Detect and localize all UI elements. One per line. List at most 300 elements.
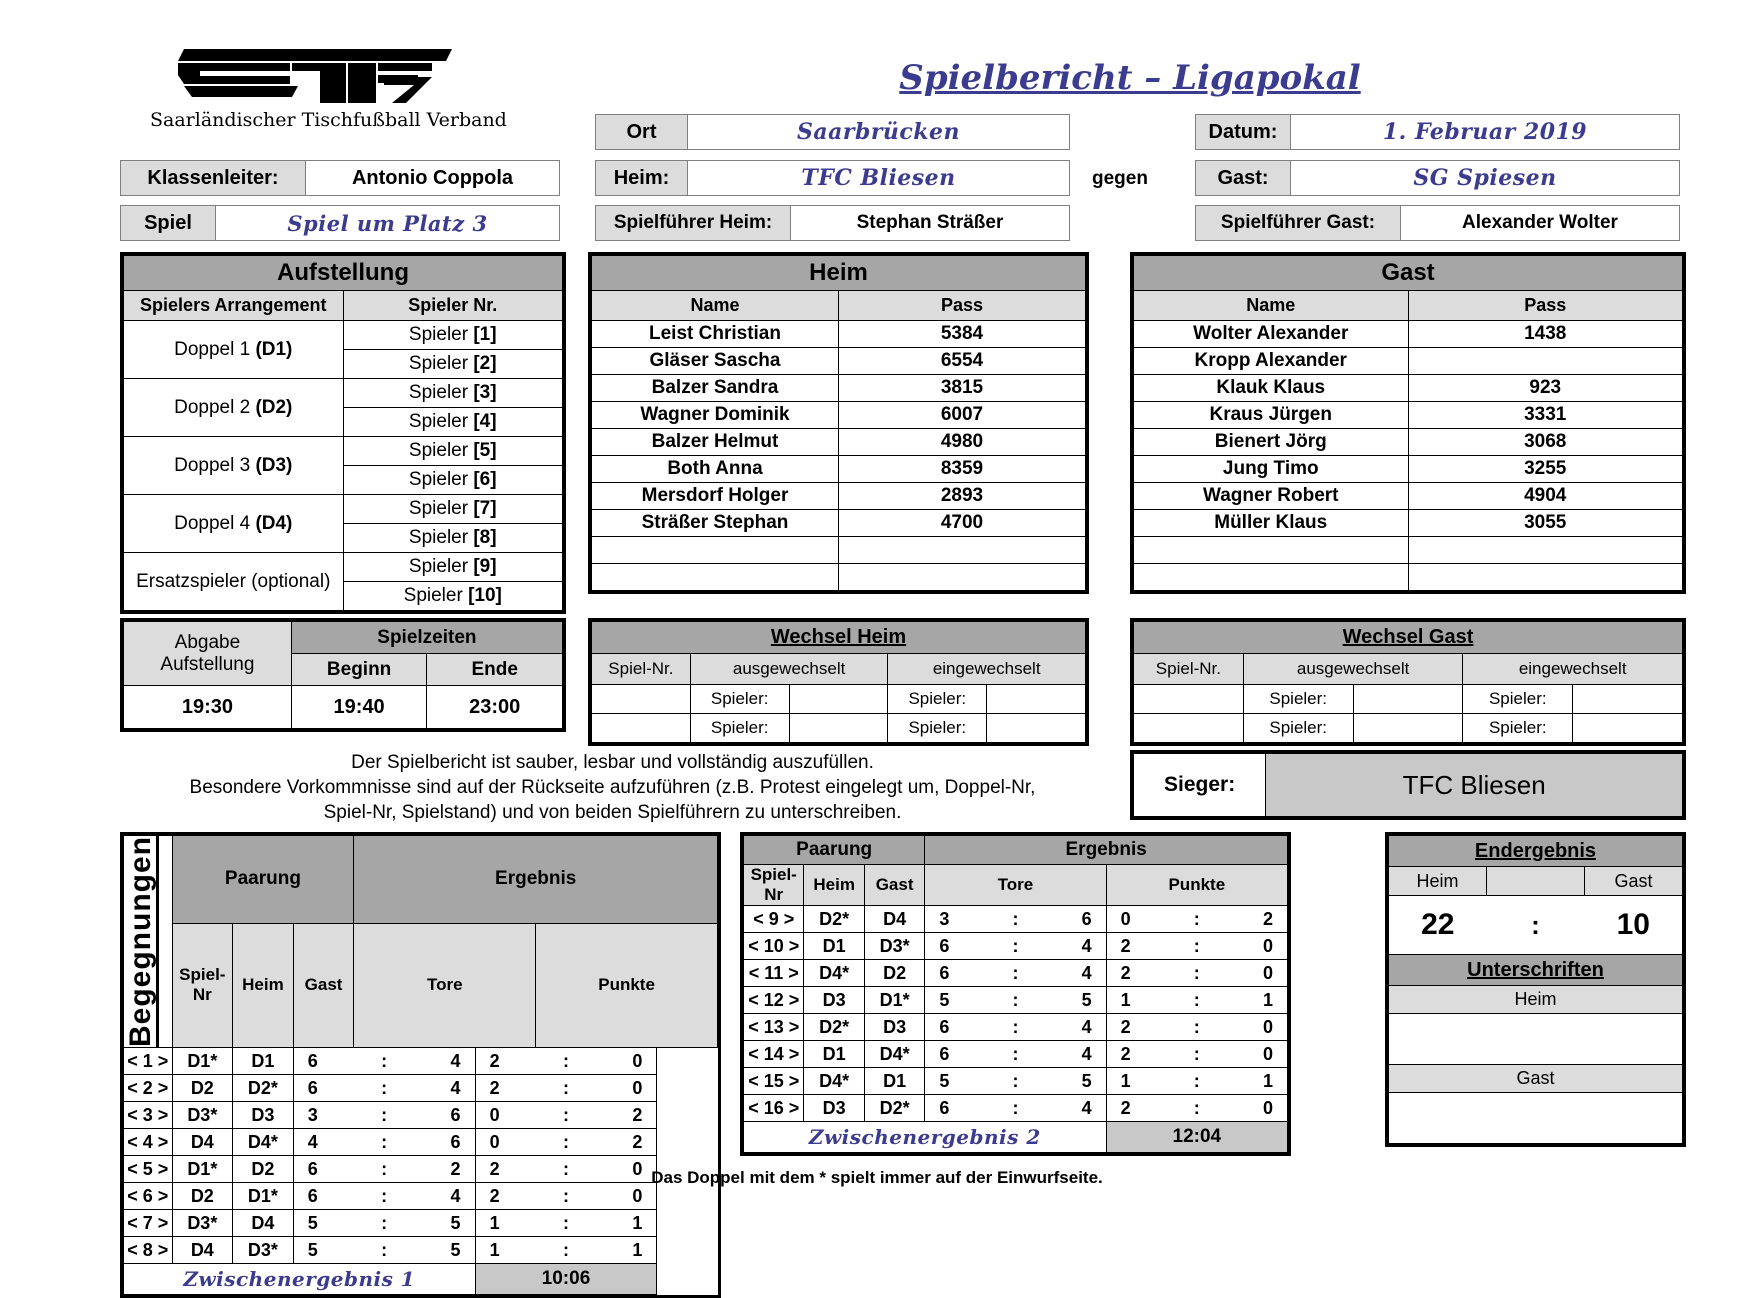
aufstellung-slot[interactable]: Spieler [9] bbox=[343, 553, 563, 582]
instructions-line-1: Der Spielbericht ist sauber, lesbar und vollständig auszufüllen. bbox=[351, 752, 874, 773]
roster-name[interactable]: Kraus Jürgen bbox=[1134, 402, 1409, 429]
roster-pass[interactable] bbox=[839, 537, 1086, 564]
roster-pass[interactable]: 2893 bbox=[839, 483, 1086, 510]
match-tore-gast[interactable]: 5 bbox=[1046, 1068, 1106, 1095]
heim-roster-section bbox=[588, 252, 1089, 594]
match-punkte-colon: : bbox=[1167, 1068, 1227, 1095]
match-gast-pair[interactable]: D2* bbox=[233, 1075, 294, 1102]
sieger-section bbox=[1130, 750, 1686, 820]
match-tore-heim[interactable]: 5 bbox=[925, 987, 985, 1014]
table-row bbox=[744, 1014, 1288, 1041]
match-tore-heim[interactable]: 6 bbox=[925, 1014, 985, 1041]
match-tore-gast[interactable]: 4 bbox=[414, 1048, 475, 1075]
gast-col-name: Name bbox=[1134, 291, 1409, 321]
match-tore-heim[interactable]: 4 bbox=[293, 1129, 354, 1156]
instructions-line-3: Spiel-Nr, Spielstand) und von beiden Spielführern zu unterschreiben. bbox=[323, 802, 902, 824]
roster-pass[interactable]: 8359 bbox=[839, 456, 1086, 483]
match-punkte-colon: : bbox=[1167, 1041, 1227, 1068]
match-punkte-gast[interactable]: 0 bbox=[1227, 933, 1288, 960]
gast-roster-section bbox=[1130, 252, 1686, 594]
roster-name[interactable] bbox=[592, 564, 839, 591]
roster-pass[interactable]: 3815 bbox=[839, 375, 1086, 402]
gegen-label: gegen bbox=[1092, 168, 1148, 189]
match-punkte-heim[interactable]: 0 bbox=[1106, 906, 1166, 933]
match-heim-pair[interactable]: D1* bbox=[172, 1048, 233, 1075]
aufstellung-section bbox=[120, 252, 566, 614]
match-punkte-gast[interactable]: 1 bbox=[1227, 987, 1288, 1014]
match-tore-heim[interactable]: 6 bbox=[293, 1048, 354, 1075]
match-spielnr: < 13 > bbox=[744, 1014, 804, 1041]
roster-name[interactable]: Jung Timo bbox=[1134, 456, 1409, 483]
spielfuehrer-heim-value[interactable]: Stephan Sträßer bbox=[856, 212, 1004, 233]
match-gast-pair[interactable]: D4 bbox=[864, 906, 924, 933]
match-heim-pair[interactable]: D3 bbox=[804, 1095, 864, 1122]
table-row bbox=[124, 1129, 718, 1156]
match-punkte-colon: : bbox=[1167, 933, 1227, 960]
match-punkte-heim[interactable]: 2 bbox=[475, 1183, 536, 1210]
spielzeiten-title: Spielzeiten bbox=[291, 622, 562, 654]
match-heim-pair[interactable]: D3* bbox=[172, 1102, 233, 1129]
field-spielfuehrer-gast bbox=[1195, 205, 1680, 241]
match-gast-pair[interactable]: D2* bbox=[864, 1095, 924, 1122]
match-tore-heim[interactable]: 6 bbox=[925, 960, 985, 987]
match-tore-heim[interactable]: 3 bbox=[293, 1102, 354, 1129]
match-punkte-gast[interactable]: 0 bbox=[596, 1183, 657, 1210]
match-tore-colon: : bbox=[985, 906, 1045, 933]
aufstellung-slot[interactable]: Spieler [7] bbox=[343, 495, 563, 524]
match-tore-gast[interactable]: 5 bbox=[414, 1210, 475, 1237]
match-punkte-gast[interactable]: 1 bbox=[596, 1237, 657, 1264]
match-punkte-colon: : bbox=[1167, 1095, 1227, 1122]
match-tore-colon: : bbox=[985, 960, 1045, 987]
match-punkte-heim[interactable]: 2 bbox=[1106, 1041, 1166, 1068]
spiel-value[interactable]: Spiel um Platz 3 bbox=[287, 210, 488, 236]
wg-col-ein: eingewechselt bbox=[1463, 654, 1683, 685]
unterschriften-title: Unterschriften bbox=[1389, 955, 1683, 986]
wechsel-ein-value[interactable] bbox=[1573, 685, 1683, 714]
wh-col-ein: eingewechselt bbox=[888, 654, 1086, 685]
zwischenergebnis-row bbox=[744, 1122, 1288, 1153]
roster-name[interactable]: Müller Klaus bbox=[1134, 510, 1409, 537]
roster-pass[interactable] bbox=[1408, 564, 1683, 591]
aufstellung-row bbox=[124, 437, 563, 466]
table-row bbox=[1134, 402, 1683, 429]
match-punkte-heim[interactable]: 1 bbox=[475, 1210, 536, 1237]
spielzeiten-section bbox=[120, 618, 566, 732]
match-gast-pair[interactable]: D4* bbox=[864, 1041, 924, 1068]
wechsel-aus-value[interactable] bbox=[789, 714, 888, 743]
wh-col-aus: ausgewechselt bbox=[690, 654, 888, 685]
field-klassenleiter bbox=[120, 160, 560, 196]
match-punkte-heim[interactable]: 2 bbox=[1106, 933, 1166, 960]
match-punkte-heim[interactable]: 1 bbox=[1106, 1068, 1166, 1095]
match-tore-heim[interactable]: 5 bbox=[925, 1068, 985, 1095]
sig-heim-label: Heim bbox=[1389, 986, 1683, 1014]
match-tore-gast[interactable]: 4 bbox=[414, 1183, 475, 1210]
roster-name[interactable]: Both Anna bbox=[592, 456, 839, 483]
b2-col-gast: Gast bbox=[864, 865, 924, 906]
field-spielfuehrer-heim bbox=[595, 205, 1070, 241]
match-heim-pair[interactable]: D1 bbox=[804, 933, 864, 960]
match-spielnr: < 3 > bbox=[124, 1102, 173, 1129]
match-heim-pair[interactable]: D2* bbox=[804, 1014, 864, 1041]
field-datum bbox=[1195, 114, 1680, 150]
match-tore-colon: : bbox=[354, 1183, 415, 1210]
roster-pass[interactable]: 3055 bbox=[1408, 510, 1683, 537]
spielfuehrer-heim-label: Spielführer Heim: bbox=[596, 206, 791, 240]
klassenleiter-value[interactable]: Antonio Coppola bbox=[351, 166, 514, 189]
aufstellung-slot[interactable]: Spieler [6] bbox=[343, 466, 563, 495]
klassenleiter-label: Klassenleiter: bbox=[121, 161, 306, 195]
roster-name[interactable]: Balzer Helmut bbox=[592, 429, 839, 456]
match-tore-colon: : bbox=[985, 1068, 1045, 1095]
match-punkte-gast[interactable]: 2 bbox=[596, 1102, 657, 1129]
match-heim-pair[interactable]: D4* bbox=[804, 960, 864, 987]
wechsel-heim-section bbox=[588, 618, 1089, 746]
table-row bbox=[744, 987, 1288, 1014]
wechsel-ein-value[interactable] bbox=[987, 714, 1086, 743]
aufstellung-slot[interactable]: Spieler [8] bbox=[343, 524, 563, 553]
match-punkte-gast[interactable]: 0 bbox=[1227, 960, 1288, 987]
roster-pass[interactable]: 5384 bbox=[839, 321, 1086, 348]
aufstellung-slot[interactable]: Spieler [10] bbox=[343, 582, 563, 611]
aufstellung-slot[interactable]: Spieler [2] bbox=[343, 350, 563, 379]
match-tore-gast[interactable]: 4 bbox=[1046, 1041, 1106, 1068]
match-heim-pair[interactable]: D2* bbox=[804, 906, 864, 933]
table-row bbox=[592, 375, 1086, 402]
match-tore-gast[interactable]: 4 bbox=[1046, 1095, 1106, 1122]
match-tore-gast[interactable]: 4 bbox=[1046, 960, 1106, 987]
match-tore-heim[interactable]: 6 bbox=[925, 1095, 985, 1122]
zwischenergebnis-label: Zwischenergebnis 1 bbox=[124, 1264, 476, 1295]
match-tore-gast[interactable]: 6 bbox=[414, 1102, 475, 1129]
sig-gast-field[interactable] bbox=[1389, 1093, 1683, 1144]
match-gast-pair[interactable]: D1* bbox=[864, 987, 924, 1014]
roster-pass[interactable]: 6554 bbox=[839, 348, 1086, 375]
match-tore-heim[interactable]: 3 bbox=[925, 906, 985, 933]
begegnungen-vertical-label-cell bbox=[124, 836, 173, 1048]
aufstellung-slot[interactable]: Spieler [3] bbox=[343, 379, 563, 408]
endergebnis-title: Endergebnis bbox=[1389, 836, 1683, 867]
match-punkte-heim[interactable]: 2 bbox=[1106, 1095, 1166, 1122]
match-tore-gast[interactable]: 4 bbox=[1046, 1014, 1106, 1041]
match-tore-gast[interactable]: 6 bbox=[1046, 906, 1106, 933]
roster-name[interactable] bbox=[592, 537, 839, 564]
roster-pass[interactable]: 3255 bbox=[1408, 456, 1683, 483]
b1-col-ergebnis: Ergebnis bbox=[354, 836, 718, 924]
stfv-logo-icon bbox=[170, 45, 460, 107]
match-heim-pair[interactable]: D4* bbox=[804, 1068, 864, 1095]
match-punkte-heim[interactable]: 2 bbox=[1106, 960, 1166, 987]
wechsel-ein-value[interactable] bbox=[987, 685, 1086, 714]
end-gast-score[interactable]: 10 bbox=[1585, 896, 1683, 955]
roster-pass[interactable]: 923 bbox=[1408, 375, 1683, 402]
b2-col-ergebnis: Ergebnis bbox=[925, 836, 1288, 865]
match-punkte-heim[interactable]: 2 bbox=[475, 1075, 536, 1102]
wechsel-aus-value[interactable] bbox=[1353, 685, 1463, 714]
roster-name[interactable]: Balzer Sandra bbox=[592, 375, 839, 402]
table-row bbox=[592, 510, 1086, 537]
match-punkte-colon: : bbox=[1167, 960, 1227, 987]
match-spielnr: < 11 > bbox=[744, 960, 804, 987]
match-gast-pair[interactable]: D3* bbox=[233, 1237, 294, 1264]
roster-name[interactable]: Wagner Robert bbox=[1134, 483, 1409, 510]
wechsel-gast-title: Wechsel Gast bbox=[1134, 622, 1683, 654]
wechsel-spielnr[interactable] bbox=[1134, 714, 1244, 743]
zwischenergebnis-value: 10:06 bbox=[475, 1264, 657, 1295]
match-spielnr: < 1 > bbox=[124, 1048, 173, 1075]
match-heim-pair[interactable]: D4 bbox=[172, 1237, 233, 1264]
end-heim-label: Heim bbox=[1389, 867, 1487, 896]
match-tore-heim[interactable]: 6 bbox=[925, 1041, 985, 1068]
table-row bbox=[1134, 564, 1683, 591]
end-heim-score[interactable]: 22 bbox=[1389, 896, 1487, 955]
roster-name[interactable]: Wolter Alexander bbox=[1134, 321, 1409, 348]
aufstellung-group-label: Doppel 2 (D2) bbox=[124, 379, 344, 437]
match-tore-gast[interactable]: 4 bbox=[1046, 933, 1106, 960]
b1-col-punkte: Punkte bbox=[536, 923, 718, 1047]
match-punkte-heim[interactable]: 0 bbox=[475, 1102, 536, 1129]
match-punkte-gast[interactable]: 0 bbox=[596, 1156, 657, 1183]
aufstellung-group-label: Ersatzspieler (optional) bbox=[124, 553, 344, 611]
table-row bbox=[744, 1041, 1288, 1068]
end-spacer bbox=[1487, 867, 1585, 896]
roster-pass[interactable]: 4980 bbox=[839, 429, 1086, 456]
heim-col-pass: Pass bbox=[839, 291, 1086, 321]
wg-col-aus: ausgewechselt bbox=[1243, 654, 1463, 685]
table-row bbox=[592, 483, 1086, 510]
roster-name[interactable]: Leist Christian bbox=[592, 321, 839, 348]
instructions-block bbox=[120, 750, 1105, 825]
match-spielnr: < 4 > bbox=[124, 1129, 173, 1156]
end-gast-label: Gast bbox=[1585, 867, 1683, 896]
match-punkte-gast[interactable]: 2 bbox=[1227, 906, 1288, 933]
match-heim-pair[interactable]: D3* bbox=[172, 1210, 233, 1237]
b1-col-gast: Gast bbox=[293, 923, 354, 1047]
b1-col-heim: Heim bbox=[233, 923, 294, 1047]
match-gast-pair[interactable]: D3 bbox=[233, 1102, 294, 1129]
table-row bbox=[744, 1068, 1288, 1095]
table-row bbox=[592, 564, 1086, 591]
match-punkte-gast[interactable]: 0 bbox=[596, 1075, 657, 1102]
roster-pass[interactable]: 1438 bbox=[1408, 321, 1683, 348]
gast-roster-title: Gast bbox=[1134, 256, 1683, 291]
field-heim bbox=[595, 160, 1070, 196]
match-gast-pair[interactable]: D3* bbox=[864, 933, 924, 960]
field-spiel bbox=[120, 205, 560, 241]
table-row bbox=[1134, 537, 1683, 564]
sieger-value[interactable]: TFC Bliesen bbox=[1266, 754, 1683, 817]
match-spielnr: < 10 > bbox=[744, 933, 804, 960]
match-spielnr: < 9 > bbox=[744, 906, 804, 933]
wechsel-spielnr[interactable] bbox=[592, 685, 691, 714]
match-tore-heim[interactable]: 6 bbox=[293, 1183, 354, 1210]
aufstellung-row bbox=[124, 495, 563, 524]
col-spieler-nr: Spieler Nr. bbox=[343, 291, 563, 321]
match-gast-pair[interactable]: D2 bbox=[864, 960, 924, 987]
spiel-label: Spiel bbox=[121, 206, 216, 240]
begegnungen-vertical-label: Begegnungen bbox=[124, 836, 157, 1047]
match-punkte-heim[interactable]: 1 bbox=[1106, 987, 1166, 1014]
beginn-value[interactable]: 19:40 bbox=[291, 686, 427, 729]
aufstellung-row bbox=[124, 553, 563, 582]
roster-pass[interactable]: 4904 bbox=[1408, 483, 1683, 510]
abgabe-value[interactable]: 19:30 bbox=[124, 686, 292, 729]
match-gast-pair[interactable]: D1 bbox=[864, 1068, 924, 1095]
match-tore-colon: : bbox=[985, 933, 1045, 960]
gast-value[interactable]: SG Spiesen bbox=[1413, 165, 1557, 191]
table-row bbox=[1134, 714, 1683, 743]
match-punkte-gast[interactable]: 2 bbox=[596, 1129, 657, 1156]
aufstellung-title: Aufstellung bbox=[124, 256, 563, 291]
match-punkte-heim[interactable]: 1 bbox=[475, 1237, 536, 1264]
roster-pass[interactable] bbox=[1408, 348, 1683, 375]
table-row bbox=[744, 1095, 1288, 1122]
match-punkte-gast[interactable]: 0 bbox=[596, 1048, 657, 1075]
b2-col-spielnr: Spiel-Nr bbox=[744, 865, 804, 906]
table-row bbox=[744, 906, 1288, 933]
aufstellung-group-label: Doppel 3 (D3) bbox=[124, 437, 344, 495]
match-punkte-colon: : bbox=[536, 1237, 597, 1264]
match-tore-gast[interactable]: 5 bbox=[414, 1237, 475, 1264]
ort-value[interactable]: Saarbrücken bbox=[796, 119, 961, 145]
roster-pass[interactable]: 3331 bbox=[1408, 402, 1683, 429]
roster-pass[interactable] bbox=[1408, 537, 1683, 564]
match-spielnr: < 12 > bbox=[744, 987, 804, 1014]
match-tore-heim[interactable]: 6 bbox=[293, 1075, 354, 1102]
match-punkte-colon: : bbox=[1167, 906, 1227, 933]
match-heim-pair[interactable]: D1* bbox=[172, 1156, 233, 1183]
wechsel-gast-section bbox=[1130, 618, 1686, 746]
match-tore-gast[interactable]: 6 bbox=[414, 1129, 475, 1156]
field-ort bbox=[595, 114, 1070, 150]
roster-name[interactable]: Wagner Dominik bbox=[592, 402, 839, 429]
aufstellung-slot[interactable]: Spieler [4] bbox=[343, 408, 563, 437]
federation-name: Saarländischer Tischfußball Verband bbox=[150, 109, 507, 131]
aufstellung-group-label: Doppel 1 (D1) bbox=[124, 321, 344, 379]
roster-name[interactable]: Klauk Klaus bbox=[1134, 375, 1409, 402]
wechsel-spielnr[interactable] bbox=[592, 714, 691, 743]
match-gast-pair[interactable]: D1* bbox=[233, 1183, 294, 1210]
match-heim-pair[interactable]: D2 bbox=[172, 1183, 233, 1210]
match-tore-heim[interactable]: 6 bbox=[925, 933, 985, 960]
table-row bbox=[1134, 685, 1683, 714]
wg-col-spielnr: Spiel-Nr. bbox=[1134, 654, 1244, 685]
wechsel-aus-value[interactable] bbox=[1353, 714, 1463, 743]
match-punkte-gast[interactable]: 0 bbox=[1227, 1014, 1288, 1041]
wechsel-ein-value[interactable] bbox=[1573, 714, 1683, 743]
match-gast-pair[interactable]: D4 bbox=[233, 1210, 294, 1237]
wechsel-aus-label: Spieler: bbox=[690, 714, 789, 743]
b2-col-punkte: Punkte bbox=[1106, 865, 1287, 906]
match-tore-colon: : bbox=[354, 1048, 415, 1075]
match-spielnr: < 5 > bbox=[124, 1156, 173, 1183]
table-row bbox=[124, 1075, 718, 1102]
match-punkte-colon: : bbox=[536, 1183, 597, 1210]
col-arrangement: Spielers Arrangement bbox=[124, 291, 344, 321]
roster-pass[interactable] bbox=[839, 564, 1086, 591]
match-heim-pair[interactable]: D4 bbox=[172, 1129, 233, 1156]
roster-name[interactable]: Mersdorf Holger bbox=[592, 483, 839, 510]
match-punkte-gast[interactable]: 0 bbox=[1227, 1095, 1288, 1122]
roster-name[interactable]: Kropp Alexander bbox=[1134, 348, 1409, 375]
match-punkte-colon: : bbox=[536, 1210, 597, 1237]
zwischenergebnis-label: Zwischenergebnis 2 bbox=[744, 1122, 1107, 1153]
roster-name[interactable]: Sträßer Stephan bbox=[592, 510, 839, 537]
match-tore-colon: : bbox=[985, 1041, 1045, 1068]
table-row bbox=[592, 537, 1086, 564]
roster-pass[interactable]: 3068 bbox=[1408, 429, 1683, 456]
roster-pass[interactable]: 4700 bbox=[839, 510, 1086, 537]
table-row bbox=[592, 402, 1086, 429]
roster-name[interactable]: Gläser Sascha bbox=[592, 348, 839, 375]
match-punkte-colon: : bbox=[536, 1075, 597, 1102]
match-punkte-heim[interactable]: 0 bbox=[475, 1129, 536, 1156]
roster-name[interactable] bbox=[1134, 537, 1409, 564]
match-gast-pair[interactable]: D1 bbox=[233, 1048, 294, 1075]
sig-gast-label: Gast bbox=[1389, 1065, 1683, 1093]
match-heim-pair[interactable]: D3 bbox=[804, 987, 864, 1014]
match-punkte-heim[interactable]: 2 bbox=[1106, 1014, 1166, 1041]
match-punkte-heim[interactable]: 2 bbox=[475, 1156, 536, 1183]
match-punkte-gast[interactable]: 1 bbox=[596, 1210, 657, 1237]
roster-name[interactable]: Bienert Jörg bbox=[1134, 429, 1409, 456]
match-tore-heim[interactable]: 5 bbox=[293, 1237, 354, 1264]
match-tore-heim[interactable]: 6 bbox=[293, 1156, 354, 1183]
spielfuehrer-gast-label: Spielführer Gast: bbox=[1196, 206, 1401, 240]
match-spielnr: < 2 > bbox=[124, 1075, 173, 1102]
match-tore-heim[interactable]: 5 bbox=[293, 1210, 354, 1237]
match-tore-colon: : bbox=[985, 987, 1045, 1014]
wechsel-ein-label: Spieler: bbox=[1463, 685, 1573, 714]
wechsel-spielnr[interactable] bbox=[1134, 685, 1244, 714]
instructions-line-2: Besondere Vorkommnisse sind auf der Rückseite aufzuführen (z.B. Protest eingelegt um, Doppel-Nr, bbox=[189, 777, 1036, 799]
roster-pass[interactable]: 6007 bbox=[839, 402, 1086, 429]
aufstellung-slot[interactable]: Spieler [5] bbox=[343, 437, 563, 466]
match-punkte-gast[interactable]: 0 bbox=[1227, 1041, 1288, 1068]
federation-logo-block bbox=[150, 45, 507, 131]
match-punkte-gast[interactable]: 1 bbox=[1227, 1068, 1288, 1095]
abgabe-line1: Abgabe bbox=[174, 631, 241, 653]
roster-name[interactable] bbox=[1134, 564, 1409, 591]
match-tore-gast[interactable]: 5 bbox=[1046, 987, 1106, 1014]
match-gast-pair[interactable]: D3 bbox=[864, 1014, 924, 1041]
match-gast-pair[interactable]: D2 bbox=[233, 1156, 294, 1183]
ende-value[interactable]: 23:00 bbox=[427, 686, 563, 729]
wechsel-heim-title: Wechsel Heim bbox=[592, 622, 1086, 654]
datum-value[interactable]: 1. Februar 2019 bbox=[1382, 119, 1588, 145]
table-row bbox=[124, 1048, 718, 1075]
match-heim-pair[interactable]: D2 bbox=[172, 1075, 233, 1102]
abgabe-label bbox=[124, 622, 292, 686]
table-row bbox=[124, 1210, 718, 1237]
aufstellung-slot[interactable]: Spieler [1] bbox=[343, 321, 563, 350]
heim-value[interactable]: TFC Bliesen bbox=[801, 165, 956, 191]
match-heim-pair[interactable]: D1 bbox=[804, 1041, 864, 1068]
match-punkte-heim[interactable]: 2 bbox=[475, 1048, 536, 1075]
wechsel-aus-value[interactable] bbox=[789, 685, 888, 714]
match-tore-colon: : bbox=[985, 1014, 1045, 1041]
match-spielnr: < 7 > bbox=[124, 1210, 173, 1237]
spielfuehrer-gast-value[interactable]: Alexander Wolter bbox=[1462, 212, 1618, 233]
match-tore-gast[interactable]: 4 bbox=[414, 1075, 475, 1102]
datum-label: Datum: bbox=[1196, 115, 1291, 149]
match-tore-gast[interactable]: 2 bbox=[414, 1156, 475, 1183]
wechsel-aus-label: Spieler: bbox=[1243, 714, 1353, 743]
match-spielnr: < 15 > bbox=[744, 1068, 804, 1095]
sig-heim-field[interactable] bbox=[1389, 1014, 1683, 1065]
match-gast-pair[interactable]: D4* bbox=[233, 1129, 294, 1156]
